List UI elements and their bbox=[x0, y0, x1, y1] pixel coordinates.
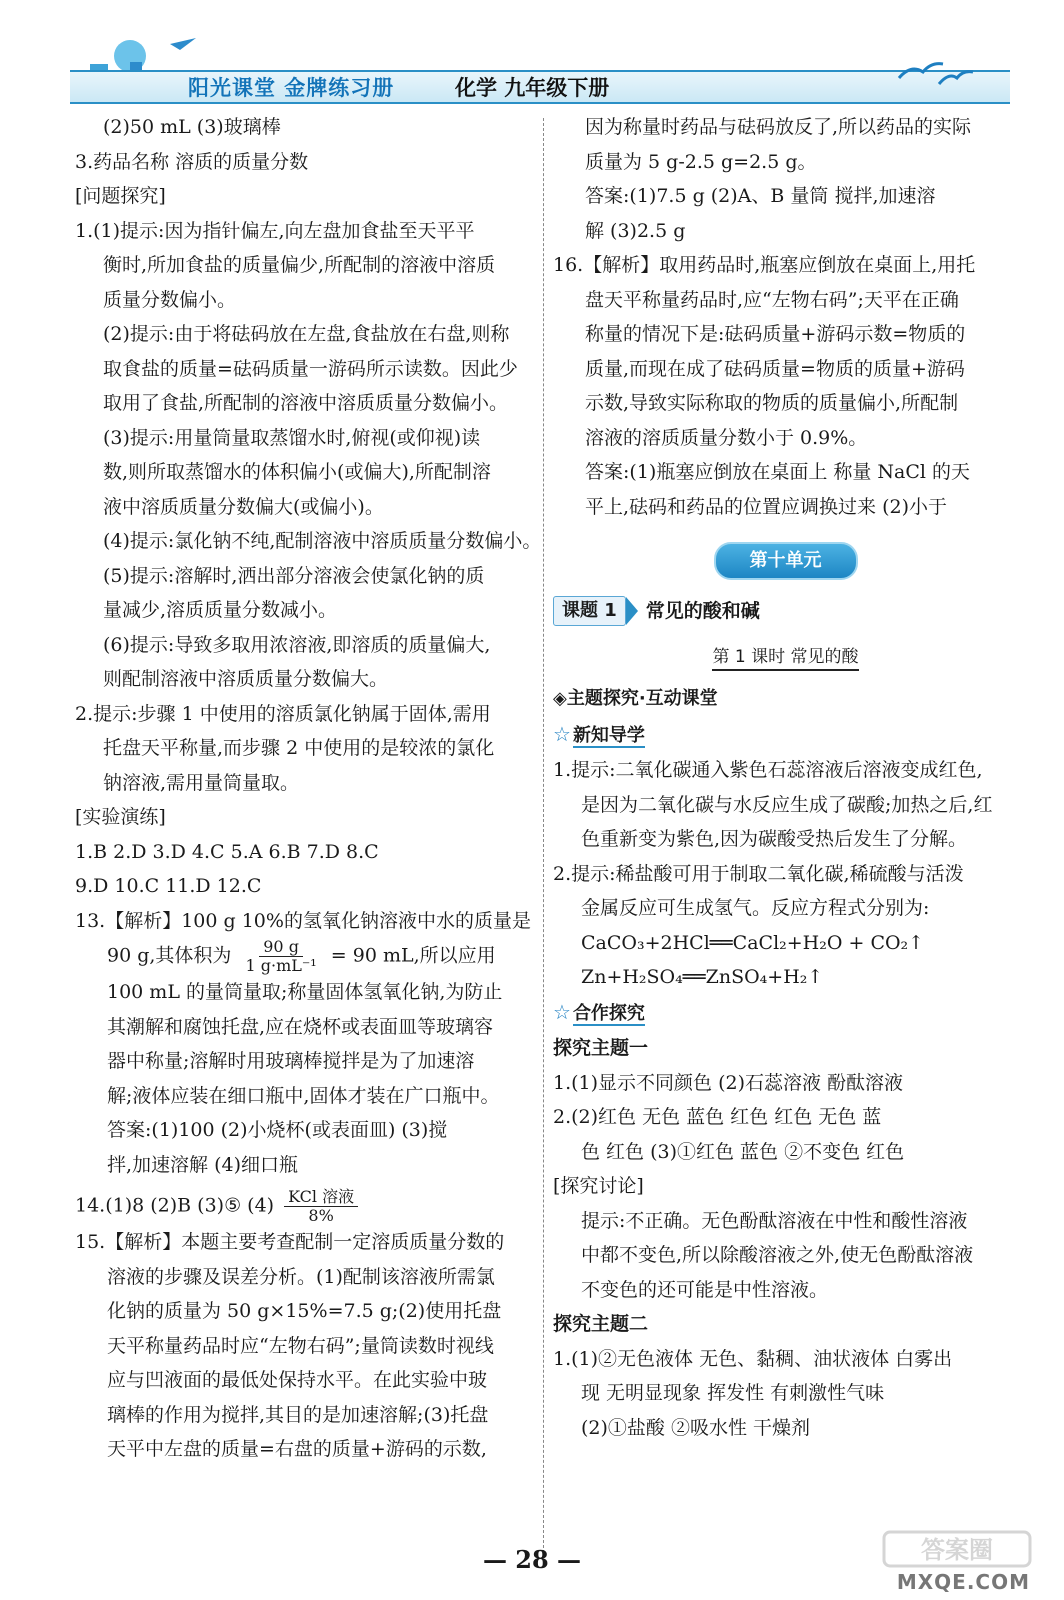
text-line: 溶液的步骤及误差分析。(1)配制该溶液所需氯 bbox=[107, 1265, 495, 1288]
text-line: 取食盐的质量=砝码质量一游码所示读数。因此少 bbox=[103, 357, 518, 380]
text-line: 不变色的还可能是中性溶液。 bbox=[581, 1278, 829, 1301]
book-title: 化学 九年级下册 bbox=[455, 76, 610, 100]
text-line: 取用了食盐,所配制的溶液中溶质质量分数偏小。 bbox=[103, 392, 509, 414]
unit-badge: 第十单元 bbox=[714, 542, 858, 580]
text-line: 2.提示:稀盐酸可用于制取二氧化碳,稀硫酸与活泼 bbox=[553, 862, 964, 885]
watermark-text: MXQE.COM bbox=[896, 1570, 1030, 1594]
text-line: 1.(1)显示不同颜色 (2)石蕊溶液 酚酞溶液 bbox=[553, 1071, 904, 1094]
text-line: 化钠的质量为 50 g×15%=7.5 g;(2)使用托盘 bbox=[107, 1300, 502, 1322]
text-line: 1.提示:二氧化碳通入紫色石蕊溶液后溶液变成红色, bbox=[553, 759, 983, 781]
text-line: 质量为 5 g-2.5 g=2.5 g。 bbox=[585, 150, 817, 173]
text-line: 托盘天平称量,而步骤 2 中使用的是较浓的氯化 bbox=[103, 737, 495, 759]
text-line: 拌,加速溶解 (4)细口瓶 bbox=[107, 1153, 298, 1176]
text-line: 100 mL 的量筒量取;称量固体氢氧化钠,为防止 bbox=[107, 981, 503, 1003]
text-line: 其潮解和腐蚀托盘,应在烧杯或表面皿等玻璃容 bbox=[107, 1015, 494, 1038]
text-line: 因为称量时药品与砝码放反了,所以药品的实际 bbox=[585, 116, 972, 138]
subsection-new-knowledge: ☆ 新知导学 bbox=[553, 721, 645, 746]
text-line: 衡时,所加食盐的质量偏少,所配制的溶液中溶质 bbox=[103, 254, 496, 276]
text-line: 色 红色 (3)①红色 蓝色 ②不变色 红色 bbox=[581, 1140, 905, 1163]
text-line: 1.(1)②无色液体 无色、黏稠、油状液体 白雾出 bbox=[553, 1347, 953, 1370]
volume-fraction: $\frac{90 g}{\text{1 g·mL⁻¹}}$ bbox=[245, 937, 317, 975]
text-line: (3)提示:用量筒量取蒸馏水时,俯视(或仰视)读 bbox=[103, 426, 481, 449]
text-line: 9.D 10.C 11.D 12.C bbox=[75, 875, 262, 897]
text-line: [探究讨论] bbox=[553, 1175, 644, 1197]
left-column bbox=[75, 110, 540, 1467]
text-line: 天平称量药品时应“左物右码”;量筒读数时视线 bbox=[107, 1334, 494, 1357]
text-line: 天平中左盘的质量=右盘的质量+游码的示数, bbox=[107, 1438, 487, 1460]
text-line: 现 无明显现象 挥发性 有刺激性气味 bbox=[581, 1382, 885, 1404]
text-line: 器中称量;溶解时用玻璃棒搅拌是为了加速溶 bbox=[107, 1050, 475, 1072]
q14-line: 14.(1)8 (2)B (3)⑤ (4) $\frac{\text{KCl 溶液}}{8\%}$ bbox=[75, 1188, 540, 1225]
text-line: 答案:(1)100 (2)小烧杯(或表面皿) (3)搅 bbox=[107, 1119, 448, 1141]
text-line: (2)①盐酸 ②吸水性 干燥剂 bbox=[581, 1416, 810, 1439]
text-line: 探究主题一 bbox=[553, 1037, 649, 1059]
text-line: 2.(2)红色 无色 蓝色 红色 红色 无色 蓝 bbox=[553, 1106, 882, 1128]
text-line: 3.药品名称 溶质的质量分数 bbox=[75, 150, 309, 173]
text-line: 13.【解析】100 g 10%的氢氧化钠溶液中水的质量是 bbox=[75, 909, 531, 932]
text-line: 平上,砝码和药品的位置应调换过来 (2)小于 bbox=[585, 495, 947, 518]
text-line: 质量,而现在成了砝码质量=物质的质量+游码 bbox=[585, 357, 965, 380]
text-line: 金属反应可生成氢气。反应方程式分别为: bbox=[581, 897, 930, 919]
lesson-title: 第 1 课时 常见的酸 bbox=[553, 639, 1018, 675]
column-divider bbox=[543, 118, 545, 1558]
topic-title: 常见的酸和碱 bbox=[645, 600, 760, 622]
text-line: 色重新变为紫色,因为碳酸受热后发生了分解。 bbox=[581, 828, 968, 850]
text-line: 16.【解析】取用药品时,瓶塞应倒放在桌面上,用托 bbox=[553, 254, 976, 276]
text-line: 质量分数偏小。 bbox=[103, 288, 237, 311]
topic-tag: 课题 1 bbox=[553, 596, 626, 626]
text-line: (4)提示:氯化钠不纯,配制溶液中溶质质量分数偏小。 bbox=[103, 530, 542, 552]
page-number: — 28 — bbox=[482, 1545, 582, 1574]
text-line: 液中溶质质量分数偏大(或偏小)。 bbox=[103, 495, 384, 518]
text-line: Zn+H₂SO₄══ZnSO₄+H₂↑ bbox=[581, 966, 824, 988]
text-line: 示数,导致实际称取的物质的质量偏小,所配制 bbox=[585, 392, 959, 414]
text-line: (5)提示:溶解时,洒出部分溶液会使氯化钠的质 bbox=[103, 564, 485, 587]
text-line: 解 (3)2.5 g bbox=[585, 219, 686, 242]
svg-text:答案圈: 答案圈 bbox=[921, 1536, 993, 1564]
text-line: CaCO₃+2HCl══CaCl₂+H₂O + CO₂↑ bbox=[581, 931, 925, 954]
subsection-cooperation: ☆ 合作探究 bbox=[553, 999, 645, 1024]
text-line: 璃棒的作用为搅拌,其目的是加速溶解;(3)托盘 bbox=[107, 1403, 489, 1426]
page-header bbox=[70, 34, 1015, 106]
text-line: 15.【解析】本题主要考查配制一定溶质质量分数的 bbox=[75, 1231, 505, 1253]
text-line: 是因为二氧化碳与水反应生成了碳酸;加热之后,红 bbox=[581, 793, 993, 816]
text-line: 量减少,溶质质量分数减小。 bbox=[103, 599, 338, 621]
text-line: 应与凹液面的最低处保持水平。在此实验中玻 bbox=[107, 1369, 488, 1391]
text-line: (2)提示:由于将砝码放在左盘,食盐放在右盘,则称 bbox=[103, 323, 510, 345]
text-line: 答案:(1)7.5 g (2)A、B 量筒 搅拌,加速溶 bbox=[585, 185, 936, 207]
text-line: [问题探究] bbox=[75, 185, 166, 207]
text-line: [实验演练] bbox=[75, 806, 166, 828]
text-line: 解;液体应装在细口瓶中,固体才装在广口瓶中。 bbox=[107, 1084, 500, 1107]
text-line: 称量的情况下是:砝码质量+游码示数=物质的 bbox=[585, 323, 966, 345]
q13-fraction-line: 90 g,其体积为 $\frac{90 g}{\text{1 g·mL⁻¹}}$ = 90 mL,所以应用 bbox=[107, 937, 496, 975]
text-line: (2)50 mL (3)玻璃棒 bbox=[103, 116, 281, 138]
text-line: 提示:不正确。无色酚酞溶液在中性和酸性溶液 bbox=[581, 1209, 968, 1232]
text-line: 中都不变色,所以除酸溶液之外,使无色酚酞溶液 bbox=[581, 1244, 974, 1266]
text-line: 盘天平称量药品时,应“左物右码”;天平在正确 bbox=[585, 288, 959, 311]
series-title: 阳光课堂 金牌练习册 bbox=[188, 76, 395, 100]
text-line: 1.(1)提示:因为指针偏左,向左盘加食盐至天平平 bbox=[75, 219, 475, 242]
right-column bbox=[553, 110, 1018, 1445]
text-line: 探究主题二 bbox=[553, 1313, 649, 1335]
text-line: 数,则所取蒸馏水的体积偏小(或偏大),所配制溶 bbox=[103, 461, 491, 483]
text-line: (6)提示:导致多取用浓溶液,即溶质的质量偏大, bbox=[103, 633, 491, 656]
arrow-icon bbox=[626, 597, 638, 625]
star-icon: ☆ bbox=[553, 721, 571, 746]
text-line: 答案:(1)瓶塞应倒放在桌面上 称量 NaCl 的天 bbox=[585, 461, 971, 483]
q14-fraction: $\frac{\text{KCl 溶液}}{8\%}$ bbox=[284, 1188, 358, 1225]
birds-icon bbox=[895, 54, 975, 90]
feature-heading: ◈主题探究·互动课堂 bbox=[553, 688, 718, 709]
text-line: 1.B 2.D 3.D 4.C 5.A 6.B 7.D 8.C bbox=[75, 840, 379, 863]
topic-heading bbox=[553, 594, 1018, 629]
text-line: 溶液的溶质质量分数小于 0.9%。 bbox=[585, 426, 868, 449]
text-line: 钠溶液,需用量筒量取。 bbox=[103, 771, 300, 794]
text-line: 则配制溶液中溶质质量分数偏大。 bbox=[103, 668, 389, 690]
text-line: 2.提示:步骤 1 中使用的溶质氯化钠属于固体,需用 bbox=[75, 702, 491, 725]
star-icon: ☆ bbox=[553, 999, 571, 1024]
